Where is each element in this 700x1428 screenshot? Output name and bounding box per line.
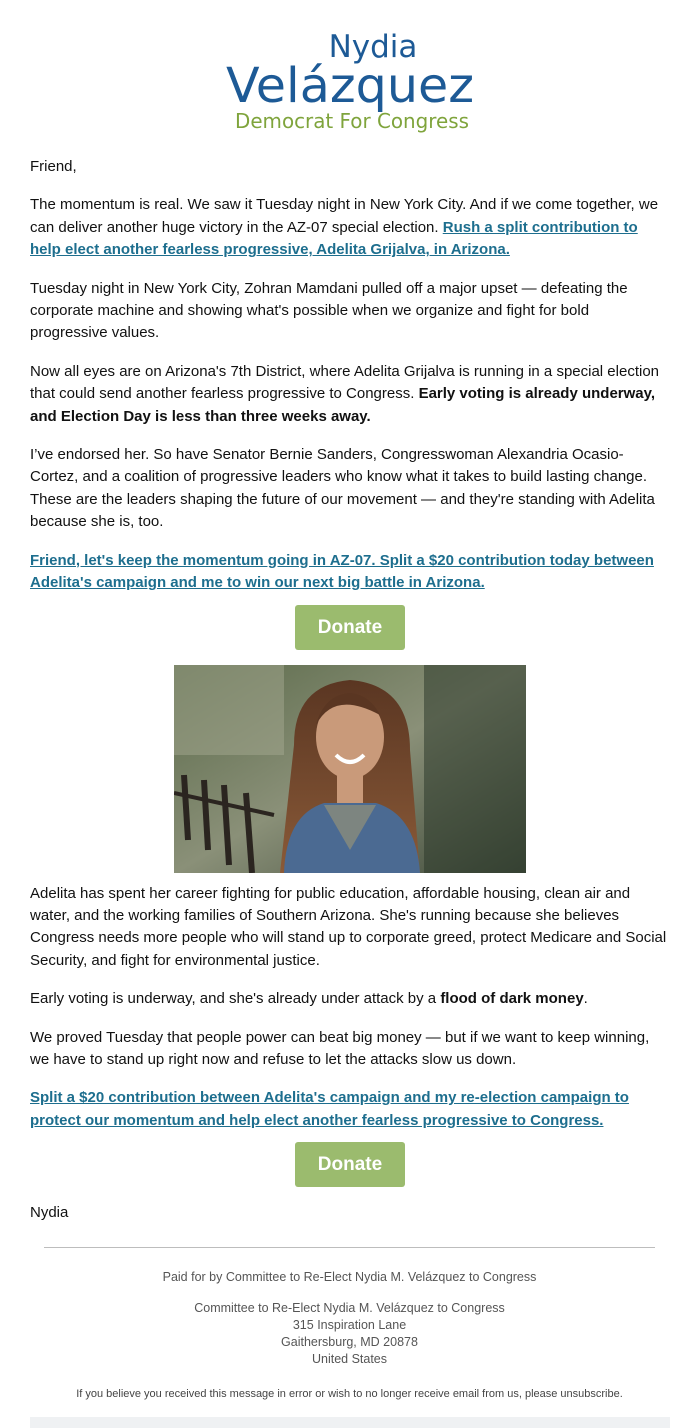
cta-paragraph-1 [30, 550, 670, 595]
email-body [30, 156, 670, 1241]
candidate-photo [174, 665, 526, 873]
donate-button[interactable]: Donate [295, 605, 405, 650]
address-org: Committee to Re-Elect Nydia M. Velázquez to Congress [194, 1301, 505, 1315]
paragraph-people-power: We proved Tuesday that people power can beat big money — but if we want to keep winning, we have to stand up right now and refuse to let the attacks slow us down. [30, 1028, 650, 1068]
paragraph-endorsements: I’ve endorsed her. So have Senator Bernie Sanders, Congresswoman Alexandria Ocasio-Cortez, and a coalition of progressive leaders who know what it takes to build lasting change. These are the leaders shaping the future of our movement — and they're standing with Adelita because she is, too. [30, 446, 655, 531]
address-country: United States [311, 1352, 388, 1366]
paragraph-career: Adelita has spent her career fighting for public education, affordable housing, clean air and water, and the working families of Southern Arizona. She's running because she believes Congress needs more people who will stand up to corporate greed, protect Medicare and Social Security, and fight for environmental justice. [30, 884, 667, 969]
address-street: 315 Inspiration Lane [292, 1318, 407, 1332]
logo-tagline: Democrat For Congress [235, 109, 469, 133]
unsubscribe-notice[interactable]: If you believe you received this message in error or wish to no longer receive email from us, please unsubscribe. [76, 1388, 623, 1400]
campaign-logo [0, 24, 700, 134]
donate-button-wrap-1 [30, 605, 670, 650]
greeting: Friend, [30, 158, 77, 175]
cta-paragraph-2 [30, 1087, 670, 1132]
paragraph-dark-money: Early voting is underway, and she's already under attack by a flood of dark money. [30, 990, 588, 1008]
donate-button-wrap-2 [30, 1142, 670, 1187]
dark-money-emphasis: flood of dark money [440, 990, 584, 1008]
paragraph-new-york: Tuesday night in New York City, Zohran Mamdani pulled off a major upset — defeating the corporate machine and showing what's possible when we organize and fight for bold progressive values. [30, 279, 628, 342]
footer-bottom-strip [30, 1417, 670, 1428]
paid-for-disclaimer: Paid for by Committee to Re-Elect Nydia M. Velázquez to Congress [162, 1270, 537, 1284]
paragraph-arizona: Now all eyes are on Arizona's 7th District, where Adelita Grijalva is running in a special election that could send another fearless progressive to Congress. Early voting is already underway, and Election Day is less than three weeks away. [30, 362, 660, 425]
keep-momentum-link[interactable]: Friend, let's keep the momentum going in AZ-07. Split a $20 contribution today between Adelita's campaign and me to win our next big battle in Arizona. [30, 551, 654, 592]
rush-contribution-link[interactable]: Rush a split contribution to help elect another fearless progressive, Adelita Grijalva, in Arizona. [30, 218, 638, 259]
address-city: Gaithersburg, MD 20878 [281, 1335, 418, 1349]
logo-first-name: Nydia [328, 29, 418, 65]
early-voting-emphasis: Early voting is already underway, and Election Day is less than three weeks away. [30, 385, 656, 425]
split-contribution-link[interactable]: Split a $20 contribution between Adelita's campaign and my re-election campaign to protect our momentum and help elect another fearless progressive to Congress. [30, 1089, 629, 1129]
signoff: Nydia [30, 1204, 69, 1222]
paragraph-momentum: The momentum is real. We saw it Tuesday night in New York City. And if we come together, we can deliver another huge victory in the AZ-07 special election. Rush a split contribution to help elect another fearless progressive, Adelita Grijalva, in Arizona. [30, 196, 659, 259]
donate-button[interactable]: Donate [295, 1142, 405, 1187]
mailing-address [44, 1300, 655, 1368]
email-footer [44, 1247, 655, 1403]
logo-last-name: Velázquez [226, 58, 474, 114]
